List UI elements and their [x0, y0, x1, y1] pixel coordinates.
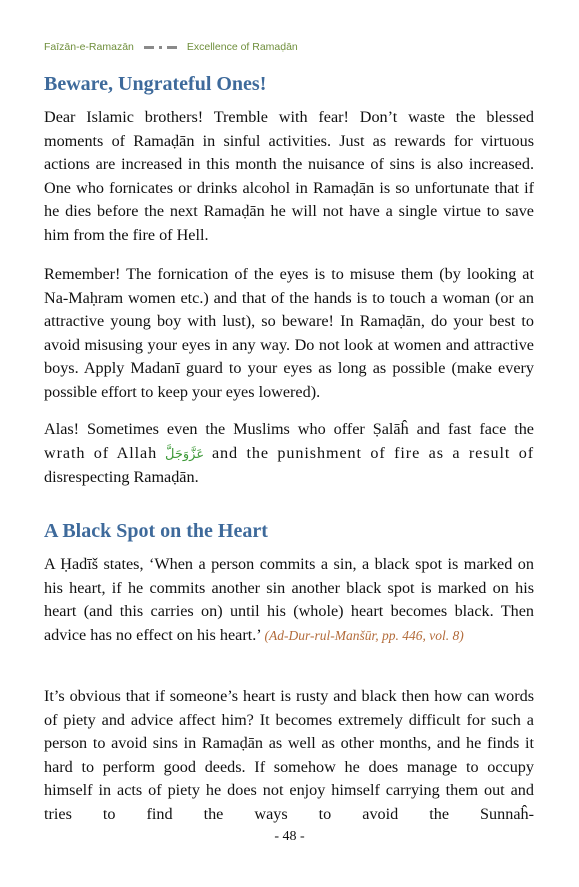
section-heading-beware: Beware, Ungrateful Ones! [44, 73, 267, 95]
hadith-text: A Ḥadīš states, ‘When a person commits a sin, a black spot is marked on his heart, if he commits another sin another black spot is marked on his heart (and this carries on) until his (whole) heart becomes black. Then advice has no effect on his heart.’ [44, 555, 534, 644]
chapter-title: Excellence of Ramaḍān [186, 41, 298, 53]
paragraph-beware-2: Remember! The fornication of the eyes is to misuse them (by looking at Na-Maḥram women etc.) and that of the hands is to touch a woman (or an attractive young boy with lust), so beware! In Ramaḍān, do your best to avoid misusing your eyes in any way. Do not look at women and attractive boys. Apply Madanī guard to your eyes as long as possible (make every possible effort to keep your eyes lowered). [44, 265, 534, 401]
paragraph-line: Alas! Sometimes even the Muslims who offer Ṣalāĥ and fast face the [44, 420, 534, 438]
text-before-arabic: wrath of Allah [44, 443, 158, 462]
text-after-arabic: and the punishment of fire as a result of [211, 443, 534, 462]
section-heading-black-spot: A Black Spot on the Heart [44, 520, 268, 542]
paragraph-hadith [44, 553, 534, 647]
paragraph-line: disrespecting Ramaḍān. [44, 468, 199, 486]
paragraph-black-spot-2: It’s obvious that if someone’s heart is rusty and black then how can words of piety and advice affect him? It becomes extremely difficult for such a person to avoid sins in Ramaḍān as well as other months, and he finds it hard to perform good deeds. If somehow he does manage to occupy himself in acts of piety he does not enjoy himself carrying them out and tries to find the ways to avoid the Sunnaĥ- [44, 687, 534, 823]
page-number: - 48 - [274, 829, 305, 844]
paragraph-beware-3 [44, 418, 534, 490]
header-separator-icon [144, 46, 177, 49]
paragraph-line-with-arabic [44, 442, 534, 467]
running-header [44, 39, 298, 55]
citation: (Ad-Dur-rul-Manšūr, pp. 446, vol. 8) [264, 627, 464, 643]
arabic-honorific: عَزَّوَجَلَّ [164, 446, 205, 462]
book-title: Faīzān-e-Ramazān [44, 41, 134, 53]
paragraph-beware-1: Dear Islamic brothers! Tremble with fear! Don’t waste the blessed moments of Ramaḍān in sinful activities. Just as rewards for virtuous actions are increased in this month the nuisance of sins is also increased. One who fornicates or drinks alcohol in Ramaḍān is so unfortunate that if he dies before the next Ramaḍān he will not have a single virtue to save him from the fire of Hell. [44, 108, 534, 244]
